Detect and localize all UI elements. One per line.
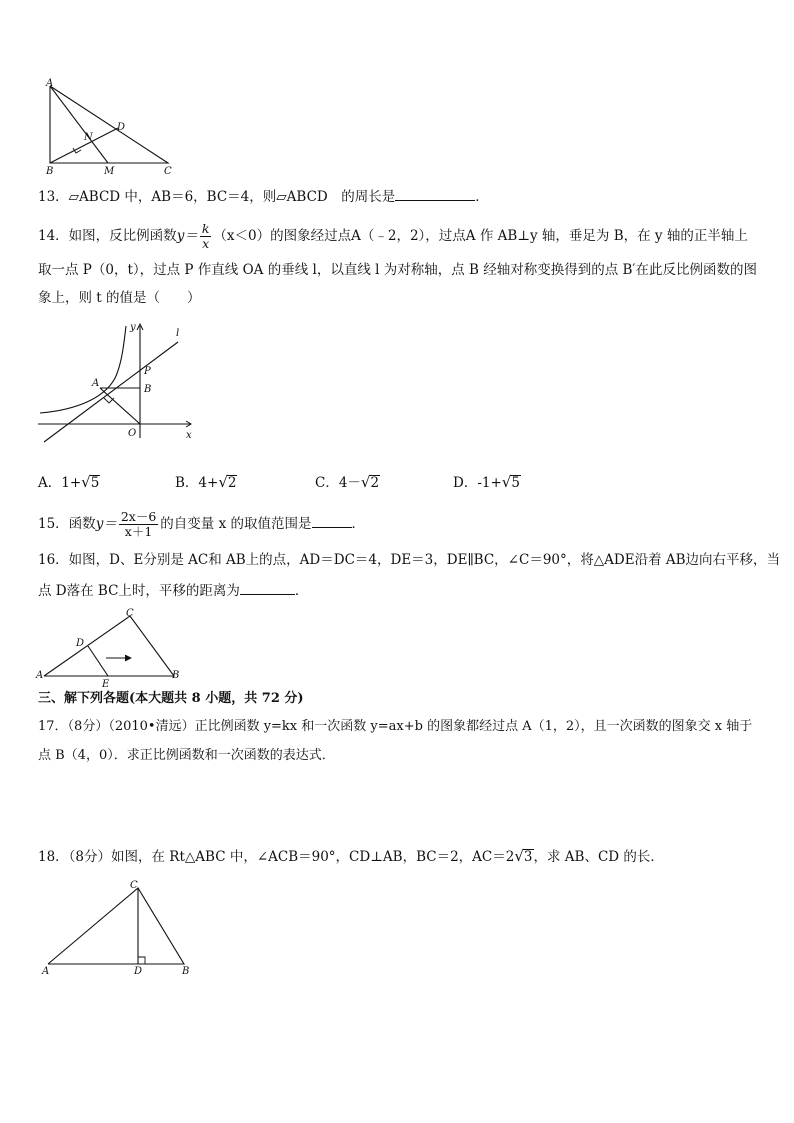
fig1-label-m: M xyxy=(104,166,115,176)
question-16-line-1: 16．如图，D、E分别是 AC和 AB上的点，AD＝DC＝4，DE＝3，DE∥BC，∠C＝90°，将△ADE沿着 AB边向右平移，当 xyxy=(38,552,781,568)
fig2-label-o: O xyxy=(128,428,137,439)
fig1-label-c: C xyxy=(164,166,172,176)
figure-translation-triangle xyxy=(34,606,184,688)
fig3-label-c: C xyxy=(126,608,134,619)
question-16-line-2: 点 D落在 BC上时，平移的距离为 ． xyxy=(38,580,308,601)
question-14-line-2: 取一点 P（0，t），过点 P 作直线 OA 的垂线 l，以直线 l 为对称轴，点 B 经轴对称变换得到的点 B′在此反比例函数的图 xyxy=(38,262,757,278)
fig2-label-x: x xyxy=(186,430,192,441)
fig1-label-d: D xyxy=(117,122,126,133)
answer-blank-15[interactable] xyxy=(312,513,352,528)
fig2-label-b: B xyxy=(144,384,152,395)
figure-inverse-function-graph xyxy=(36,318,196,443)
fig1-label-n: N xyxy=(84,132,93,143)
answer-blank-13[interactable] xyxy=(395,186,475,201)
fig3-label-e: E xyxy=(102,679,110,688)
option-c[interactable]: C．4－√2 xyxy=(315,473,380,491)
fig4-label-a: A xyxy=(42,966,50,977)
fig4-label-d: D xyxy=(134,966,143,977)
question-18: 18．（8分）如图，在 Rt△ABC 中，∠ACB＝90°，CD⊥AB，BC＝2，AC＝2√3，求 AB、CD 的长． xyxy=(38,847,664,865)
section-3-heading: 三、解下列各题(本大题共 8 小题，共 72 分) xyxy=(38,691,304,706)
fig4-label-b: B xyxy=(182,966,190,977)
fig2-label-p: P xyxy=(144,366,151,377)
fig1-label-a: A xyxy=(46,78,54,89)
figure-triangle-amnd xyxy=(40,78,180,176)
answer-blank-16[interactable] xyxy=(240,580,295,595)
fig3-label-a: A xyxy=(36,670,44,681)
fig2-label-l: l xyxy=(176,328,180,339)
fig2-label-a: A xyxy=(92,378,100,389)
fig2-label-y: y xyxy=(130,322,136,333)
question-13: 13．▱ABCD 中，AB＝6，BC＝4，则▱ABCD 的周长是 ． xyxy=(38,186,489,207)
question-14-line-1: 14．如图，反比例函数y＝ $\frac{k}{x}$ （x＜0）的图象经过点A（﹣2，2），过点A 作 AB⊥y 轴，垂足为 B，在 y 轴的正半轴上 xyxy=(38,221,748,251)
fig3-label-b: B xyxy=(172,670,180,681)
option-b[interactable]: B．4+√2 xyxy=(175,473,237,491)
fig3-label-d: D xyxy=(76,638,85,649)
option-d[interactable]: D．-1+√5 xyxy=(453,473,520,491)
question-17-line-2: 点 B（4，0）．求正比例函数和一次函数的表达式． xyxy=(38,748,335,763)
fraction-function-15: $\frac{2x-6}{x+1}$ xyxy=(120,509,157,539)
question-14-line-3: 象上，则 t 的值是（ ） xyxy=(38,290,201,306)
fig1-label-b: B xyxy=(46,166,54,176)
fig4-label-c: C xyxy=(130,880,138,891)
fraction-k-over-x: $\frac{k}{x}$ xyxy=(201,221,210,251)
option-a[interactable]: A．1+√5 xyxy=(38,473,100,491)
question-17-line-1: 17．（8分）（2010•清远）正比例函数 y=kx 和一次函数 y=ax+b 的图象都经过点 A（1，2），且一次函数的图象交 x 轴于 xyxy=(38,719,753,734)
question-15: 15．函数y＝ $\frac{2x-6}{x+1}$ 的自变量 x 的取值范围是 ． xyxy=(38,509,365,539)
figure-right-triangle-abc xyxy=(38,876,198,978)
